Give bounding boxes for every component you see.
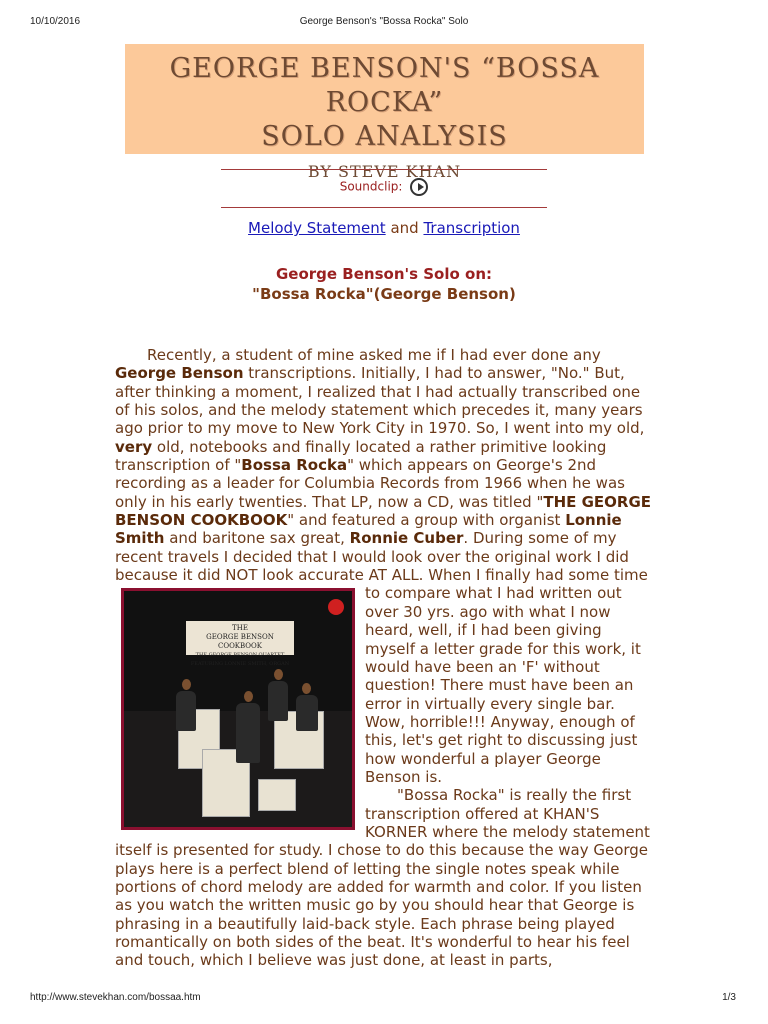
album-line4: THE GEORGE BENSON QUARTET — [195, 652, 285, 659]
bold-word: very — [115, 437, 153, 456]
musician-1 — [176, 691, 196, 731]
links-connector: and — [390, 219, 419, 237]
album-line1: THE — [232, 624, 248, 633]
print-footer — [0, 992, 768, 1008]
text-run: " which appears on George's 2nd recording as a leader for Columbia Records from 1966 when he was only in his early twenties. That LP, now a CD, was titled " — [115, 456, 625, 511]
solo-heading-line1: George Benson's Solo on: — [275, 265, 493, 283]
divider-bottom — [221, 207, 547, 208]
melody-statement-link[interactable]: Melody Statement — [248, 219, 386, 237]
album-cover-image — [121, 588, 355, 830]
musician-head — [274, 669, 283, 680]
divider-top — [221, 169, 547, 170]
musician-3 — [268, 681, 288, 721]
text-run: old, notebooks and finally located a rather primitive looking transcription of " — [115, 437, 607, 475]
album-banner — [186, 621, 294, 668]
print-header — [0, 16, 768, 32]
soundclip-label: Soundclip: — [339, 179, 403, 194]
transcription-link[interactable]: Transcription — [423, 219, 520, 237]
musician-head — [244, 691, 253, 702]
bold-album-title: THE GEORGE BENSON COOKBOOK — [115, 492, 652, 530]
text-run: transcriptions. Initially, I had to answer, "No." But, after thinking a moment, I realized that I had actually transcribed one of his solos, and the melody statement which precedes it, many years ago prior to my move to New York City in 1970. So, I went into my old, — [115, 364, 645, 438]
solo-heading — [0, 264, 768, 304]
text-run: "Bossa Rocka" is really the first transcription offered at KHAN'S KORNER where the melody statement itself is presented for study. I chose to do this because the way George plays here is a perfect blend of letting the single notes speak while portions of chord melody are added for warmth and color. If you listen as you watch the written music go by you should hear that George is phrasing in a beautifully laid-back style. Each phrase being played romantically on both sides of the beat. It's wonderful to hear his feel and touch, which I believe was just done, at least in parts, — [115, 786, 650, 970]
footer-url: http://www.stevekhan.com/bossaa.htm — [30, 992, 201, 1003]
paragraph-1 — [115, 346, 655, 786]
text-run: some time to compare what I had written out over 30 yrs. ago with what I now heard, well, if I had been giving myself a letter grade for this work, it would have been an 'F' without question! There must have been an error in virtually every single bar. Wow, horrible!!! Anyway, enough of this, let's get right to discussing just how wonderful a player George Benson is. — [365, 566, 648, 786]
print-date: 10/10/2016 — [30, 16, 81, 27]
bold-name: Lonnie Smith — [115, 511, 622, 548]
columbia-logo — [328, 599, 344, 615]
article-body — [115, 346, 655, 970]
text-run: and baritone sax great, — [164, 529, 350, 548]
text-run-with-album: . During some of my recent travels I decided that I would look over the original work I did because it did NOT look accurate AT ALL. When I finally had — [115, 529, 629, 585]
section-links — [0, 219, 768, 237]
bold-name: Ronnie Cuber — [349, 529, 464, 548]
print-title: George Benson's "Bossa Rocka" Solo — [299, 16, 469, 27]
musician-2 — [236, 703, 260, 763]
musician-head — [302, 683, 311, 694]
album-line5: FEATURING LONNIE SMITH, ORGAN — [190, 661, 290, 668]
musician-head — [182, 679, 191, 690]
bold-song-title: Bossa Rocka — [241, 456, 348, 475]
page-number: 1/3 — [722, 992, 736, 1003]
title-banner — [125, 44, 644, 181]
play-icon[interactable] — [410, 178, 428, 196]
text-run: " and featured a group with organist — [287, 511, 566, 530]
banner-title-line1: GEORGE BENSON'S “BOSSA ROCKA” — [169, 53, 600, 118]
soundclip-row — [221, 178, 547, 196]
banner-author: BY STEVE KHAN — [307, 162, 462, 181]
musician-4 — [296, 695, 318, 731]
banner-title-line2: SOLO ANALYSIS — [261, 121, 508, 152]
solo-heading-line2: "Bossa Rocka"(George Benson) — [252, 285, 516, 303]
album-line3: COOKBOOK — [217, 642, 263, 651]
stove-small — [258, 779, 296, 811]
text-run: Recently, a student of mine asked me if I had ever done any — [147, 346, 601, 364]
album-line2: GEORGE BENSON — [206, 633, 274, 642]
bold-name: George Benson — [115, 364, 244, 383]
